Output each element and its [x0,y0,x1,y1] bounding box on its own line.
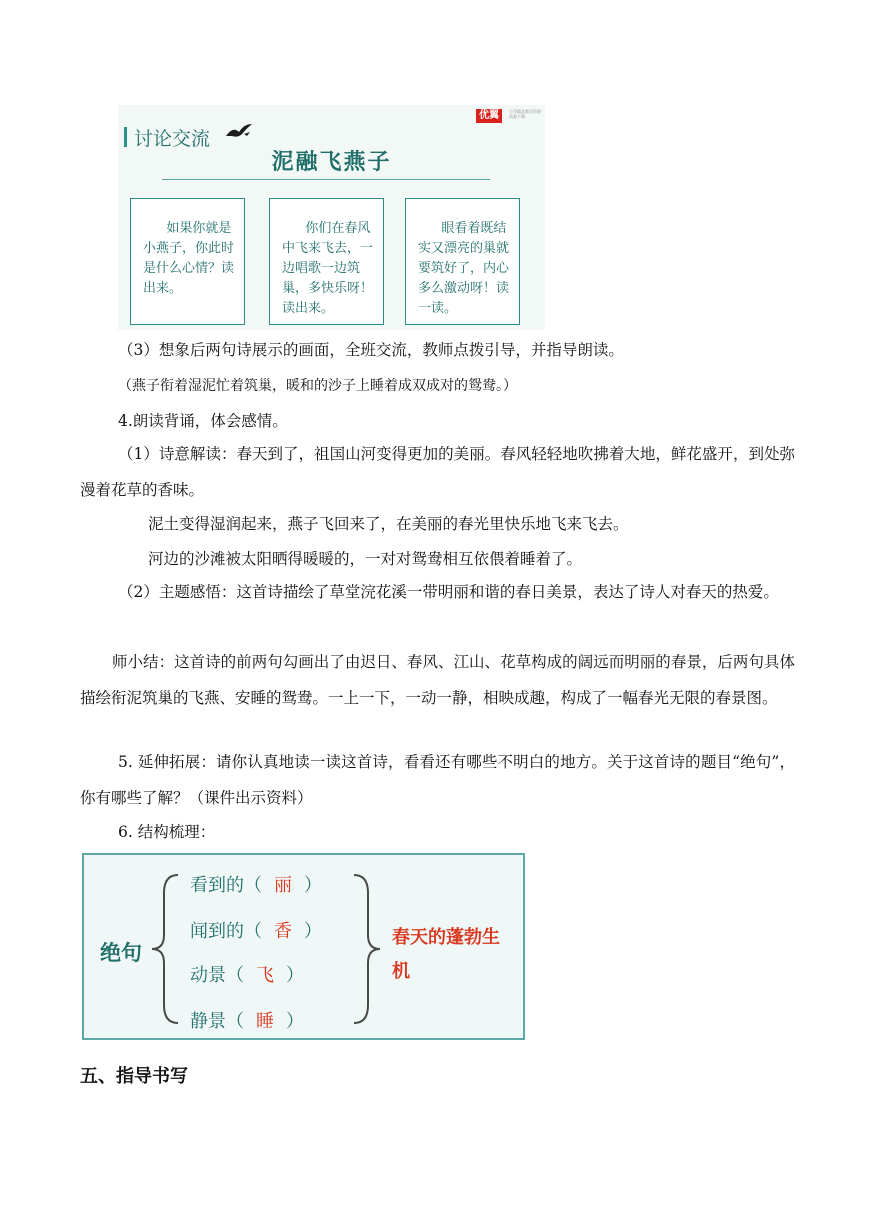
right-brace-icon [346,873,386,1025]
paragraph-line3: 泥土变得湿润起来，燕子飞回来了，在美丽的春光里快乐地飞来飞去。 [148,515,629,533]
paragraph-step4: 4.朗读背诵，体会感情。 [118,412,288,430]
paragraph-meaning: （1）诗意解读：春天到了，祖国山河变得更加的美丽。春风轻轻地吹拂着大地，鲜花盛开，到处弥漫着花草的香味。 [80,445,795,499]
discussion-slide [118,105,545,330]
publisher-logo: 优翼 [476,109,502,123]
structure-row: 动景（ 飞 ） [190,965,304,986]
paragraph-structure: 6. 结构梳理： [118,823,216,841]
paragraph-extension: 5. 延伸拓展：请你认真地读一读这首诗，看看还有哪些不明白的地方。关于这首诗的题目“绝句”，你有哪些了解？（课件出示资料） [80,753,795,807]
structure-row: 静景（ 睡 ） [190,1011,304,1032]
left-brace-icon [146,873,186,1025]
paragraph-theme: （2）主题感悟：这首诗描绘了草堂浣花溪一带明丽和谐的春日美景，表达了诗人对春天的热爱。 [118,583,779,601]
paragraph-scene: （燕子衔着湿泥忙着筑巢，暖和的沙子上睡着成双成对的鸳鸯。） [118,378,517,394]
swallow-icon [224,122,254,140]
prompt-card-1: 如果你就是小燕子，你此时是什么心情？读出来。 [130,198,245,325]
paragraph-summary: 师小结：这首诗的前两句勾画出了由迟日、春风、江山、花草构成的阔远而明丽的春景，后两句具体描绘衔泥筑巢的飞燕、安睡的鸳鸯。一上一下，一动一静，相映成趣，构成了一幅春光无限的春景图。 [80,653,795,707]
publisher-tagline: 小学精品教学资源 资源下载 [509,109,541,119]
structure-row: 看到的（ 丽 ） [190,875,322,896]
structure-slide [82,853,525,1040]
slide-title: 泥融飞燕子 [271,149,392,175]
structure-result: 春天的蓬勃生机 [392,927,500,982]
paragraph-line4: 河边的沙滩被太阳晒得暖暖的，一对对鸳鸯相互依偎着睡着了。 [148,550,583,568]
heading-accent-bar [124,127,127,147]
paragraph-imagine: （3）想象后两句诗展示的画面，全班交流，教师点拨引导，并指导朗读。 [118,341,624,359]
structure-row: 闻到的（ 香 ） [190,921,322,942]
prompt-card-3: 眼看着既结实又漂亮的巢就要筑好了，内心多么激动呀！读一读。 [405,198,520,325]
structure-root: 绝句 [100,941,142,965]
prompt-card-2: 你们在春风中飞来飞去，一边唱歌一边筑巢，多快乐呀！读出来。 [269,198,384,325]
title-divider [162,179,490,180]
slide-heading: 讨论交流 [134,128,211,150]
section-heading-5: 五、指导书写 [80,1066,188,1087]
